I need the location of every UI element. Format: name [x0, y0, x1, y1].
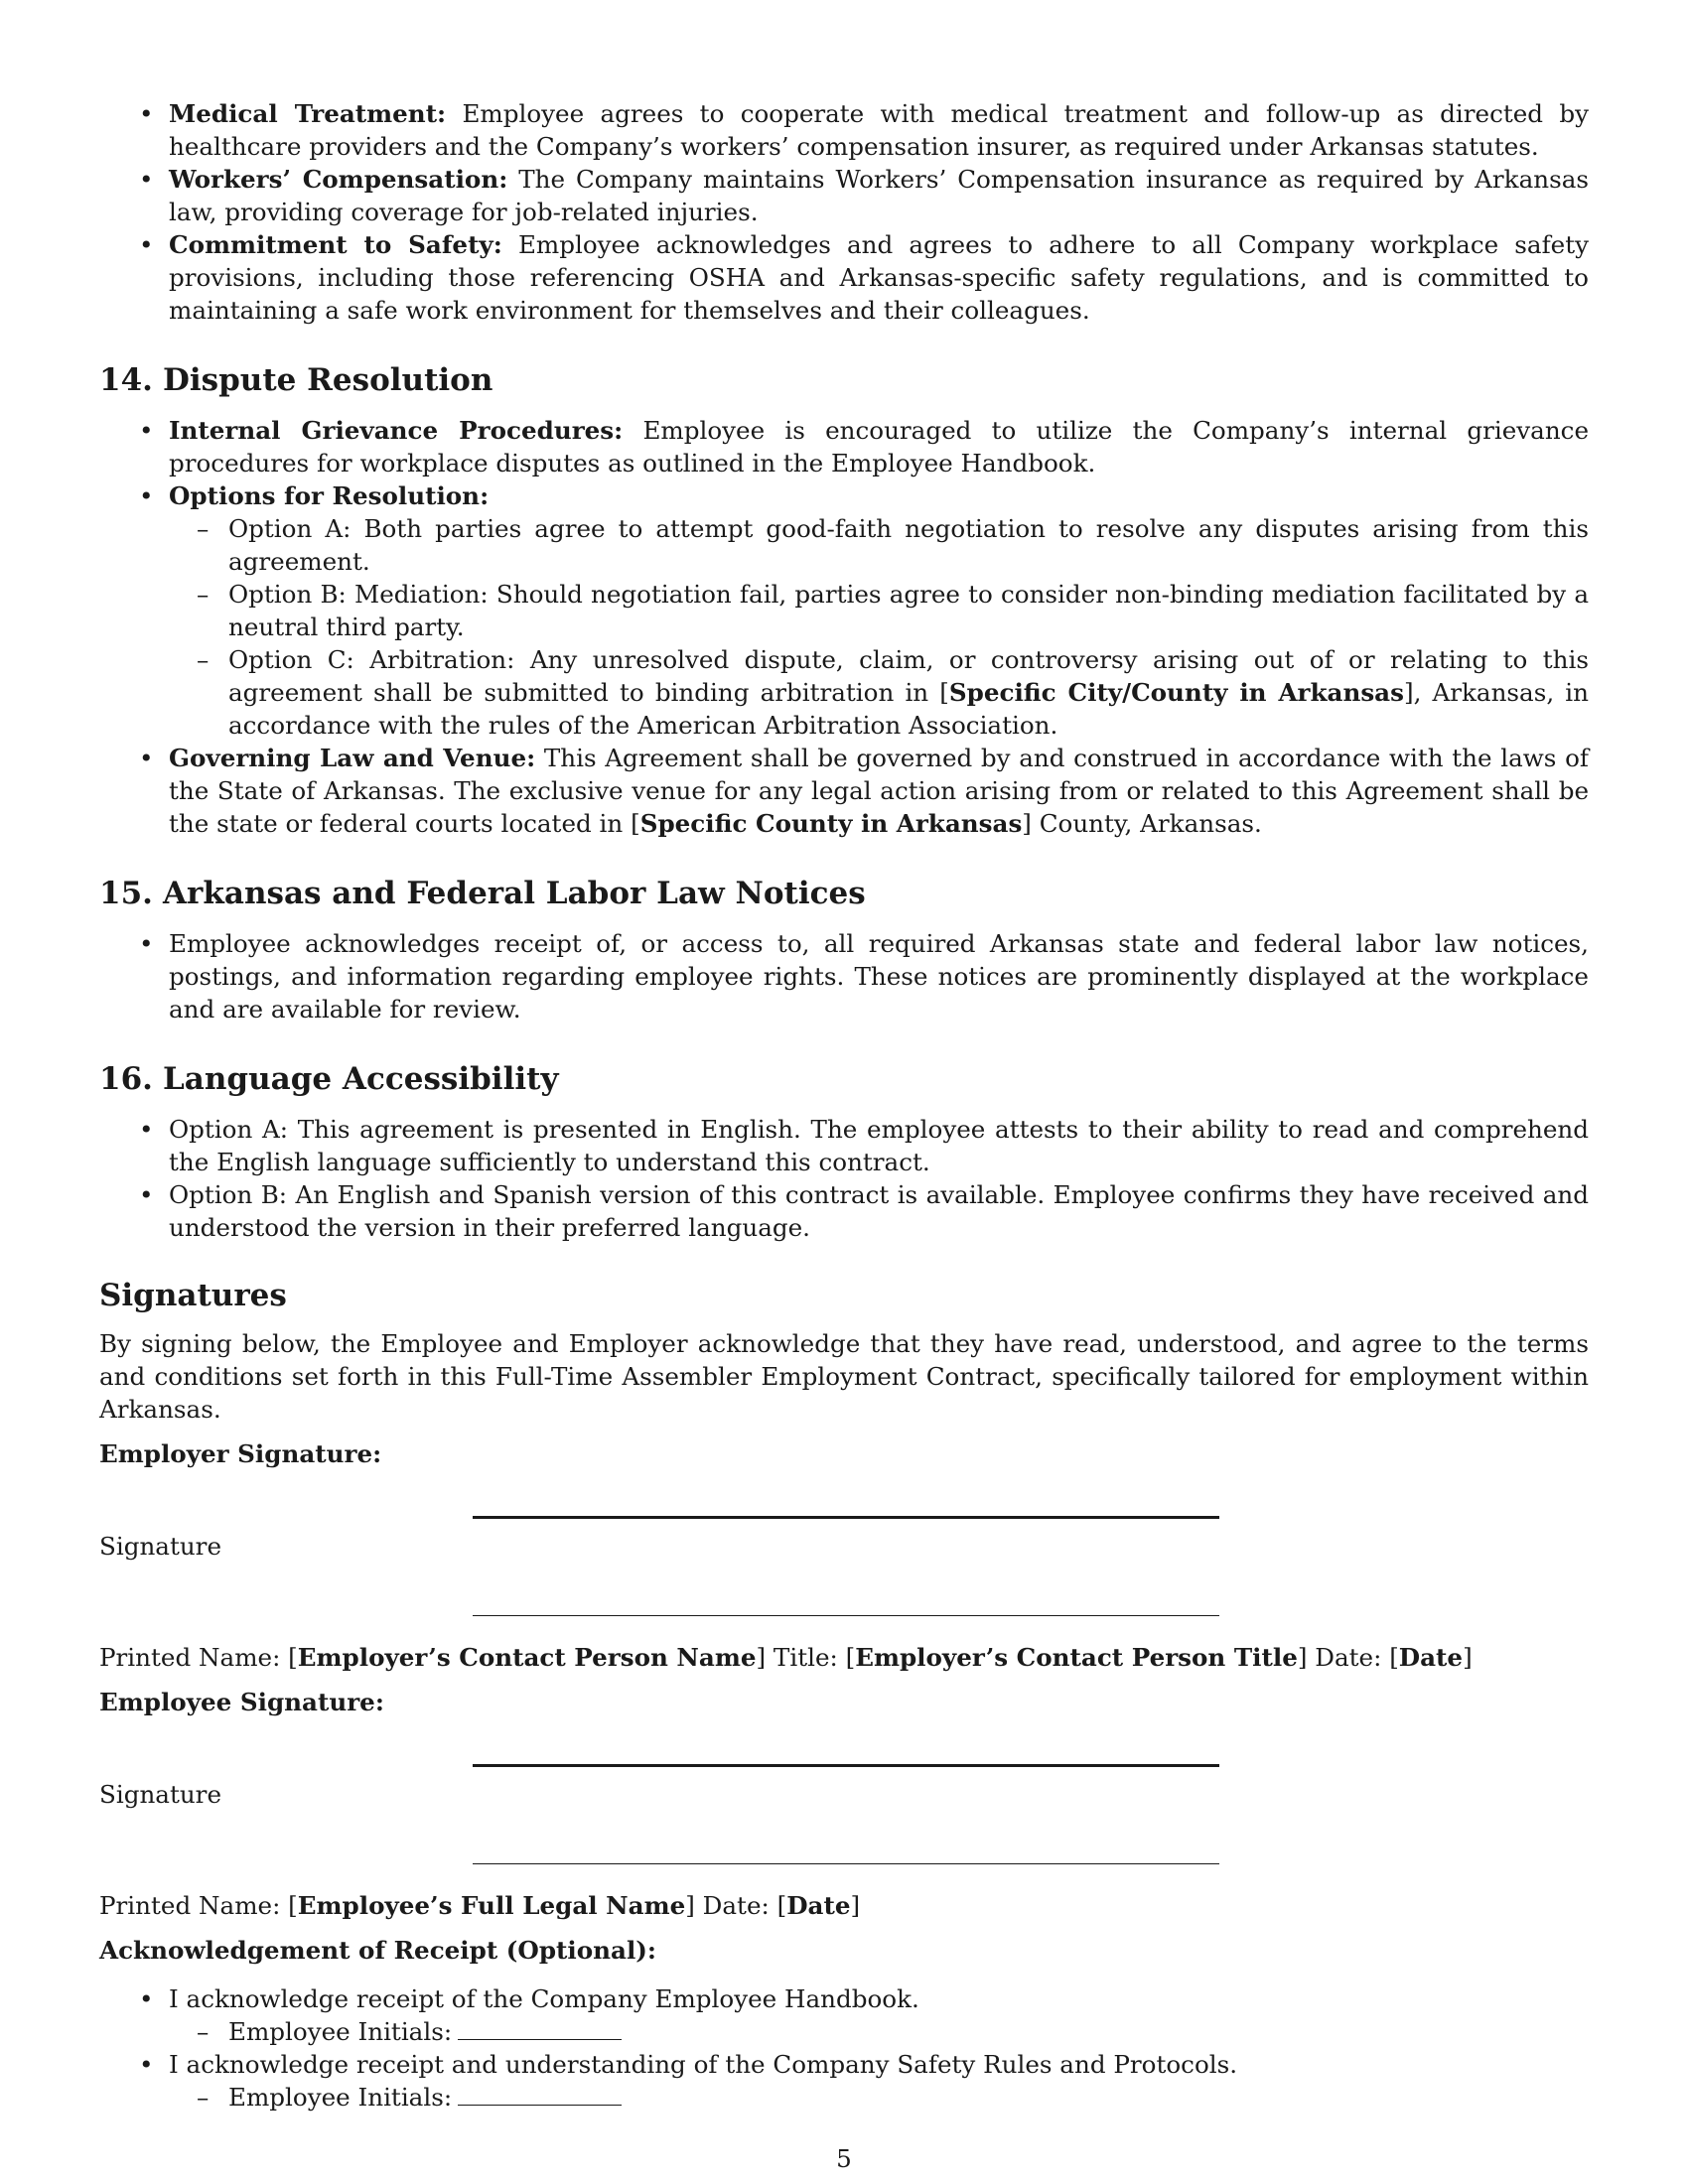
options-sublist	[169, 512, 1589, 742]
dispute-list	[99, 414, 1589, 840]
list-item: • Option A: This agreement is presented in English. The employee attests to their ability to read and comprehend the English language sufficiently to understand this contract.	[99, 1113, 1589, 1178]
option-b: – Option B: Mediation: Should negotiation fail, parties agree to consider non-binding mediation facilitated by a neutral third party.	[169, 578, 1589, 643]
signature-caption: Signature	[99, 1532, 221, 1561]
initials-blank[interactable]	[458, 2081, 622, 2106]
item-text: Employee agrees to cooperate with medical treatment and follow-up as directed by healthcare providers and the Company’s workers’ compensation insurer, as required under Arkansas statutes.	[169, 99, 1589, 161]
list-item: • Option B: An English and Spanish version of this contract is available. Employee confirms they have received and understood the version in their preferred language.	[99, 1178, 1589, 1244]
list-item: • Employee acknowledges receipt of, or access to, all required Arkansas state and federal labor law notices, postings, and information regarding employee rights. These notices are prominently displayed at the workplace and are available for review.	[99, 927, 1589, 1025]
list-item: • Internal Grievance Procedures: Employee is encouraged to utilize the Company’s internal grievance procedures for workplace disputes as outlined in the Employee Handbook.	[99, 414, 1589, 479]
section-heading-16: 16. Language Accessibility	[99, 1061, 559, 1097]
list-item: • Options for Resolution: – Option A: Both parties agree to attempt good-faith negotiation to resolve any disputes arising from this agreement. – Option B: Mediation: Should negotiation fail, parties agree to consider non-binding mediation facilitated by a neutral third party. – Option C: Arbitration: Any unresolved dispute, claim, or controversy arising out of or relating to this agreement shall be submitted to binding arbitration in [Specific City/County in Arkansas], Arkansas, in accordance with the rules of the American Arbitration Association.	[99, 479, 1589, 742]
employer-signature-block	[99, 1470, 1589, 1667]
section-heading-15: 15. Arkansas and Federal Labor Law Notices	[99, 876, 866, 911]
employer-signature-label: Employer Signature:	[99, 1439, 382, 1468]
acknowledgement-list	[99, 1982, 1589, 2114]
option-a: – Option A: Both parties agree to attempt good-faith negotiation to resolve any disputes arising from this agreement.	[169, 512, 1589, 578]
employee-signature-line[interactable]	[473, 1764, 1219, 1767]
employer-printed-name: Printed Name: [Employer’s Contact Person Name] Title: [Employer’s Contact Person Title] Date: [Date]	[99, 1643, 1473, 1672]
item-label: Workers’ Compensation:	[169, 165, 508, 194]
list-item: • Governing Law and Venue: This Agreement shall be governed by and construed in accordance with the laws of the State of Arkansas. The exclusive venue for any legal action arising from or related to this Agreement shall be the state or federal courts located in [Specific County in Arkansas] County, Arkansas.	[99, 742, 1589, 840]
list-item	[99, 228, 1589, 327]
employee-signature-label: Employee Signature:	[99, 1688, 384, 1716]
list-item	[99, 163, 1589, 228]
section-heading-14: 14. Dispute Resolution	[99, 362, 493, 398]
document-page	[99, 97, 1589, 2114]
list-item: • I acknowledge receipt and understanding of the Company Safety Rules and Protocols. – Employee Initials:	[99, 2048, 1589, 2114]
item-label: Commitment to Safety:	[169, 230, 502, 259]
item-label: Medical Treatment:	[169, 99, 447, 128]
option-c: – Option C: Arbitration: Any unresolved dispute, claim, or controversy arising out of or relating to this agreement shall be submitted to binding arbitration in [Specific City/County in Arkansas], Arkansas, in accordance with the rules of the American Arbitration Association.	[169, 643, 1589, 742]
language-list	[99, 1113, 1589, 1244]
list-item	[99, 97, 1589, 163]
list-item: • I acknowledge receipt of the Company Employee Handbook. – Employee Initials:	[99, 1982, 1589, 2048]
notices-list	[99, 927, 1589, 1025]
employer-signature-line[interactable]	[473, 1516, 1219, 1519]
employee-signature-block	[99, 1718, 1589, 1915]
signature-caption: Signature	[99, 1780, 221, 1809]
acknowledgement-heading: Acknowledgement of Receipt (Optional):	[99, 1936, 657, 1965]
signatures-intro: By signing below, the Employee and Employer acknowledge that they have read, understood, and agree to the terms and conditions set forth in this Full-Time Assembler Employment Contract, specifically tailored for employment within Arkansas.	[99, 1329, 1589, 1424]
item-text: The Company maintains Workers’ Compensation insurance as required by Arkansas law, providing coverage for job-related injuries.	[169, 165, 1589, 226]
safety-list	[99, 97, 1589, 327]
initials-blank[interactable]	[458, 2015, 622, 2040]
signatures-heading: Signatures	[99, 1278, 287, 1313]
employer-name-line[interactable]	[473, 1615, 1219, 1616]
employee-name-line[interactable]	[473, 1863, 1219, 1864]
initials-row: – Employee Initials:	[169, 2015, 1589, 2048]
initials-row: – Employee Initials:	[169, 2081, 1589, 2114]
page-number: 5	[836, 2144, 852, 2173]
employee-printed-name: Printed Name: [Employee’s Full Legal Name] Date: [Date]	[99, 1891, 861, 1920]
item-text: Employee acknowledges and agrees to adhere to all Company workplace safety provisions, including those referencing OSHA and Arkansas-specific safety regulations, and is committed to maintaining a safe work environment for themselves and their colleagues.	[169, 230, 1589, 325]
